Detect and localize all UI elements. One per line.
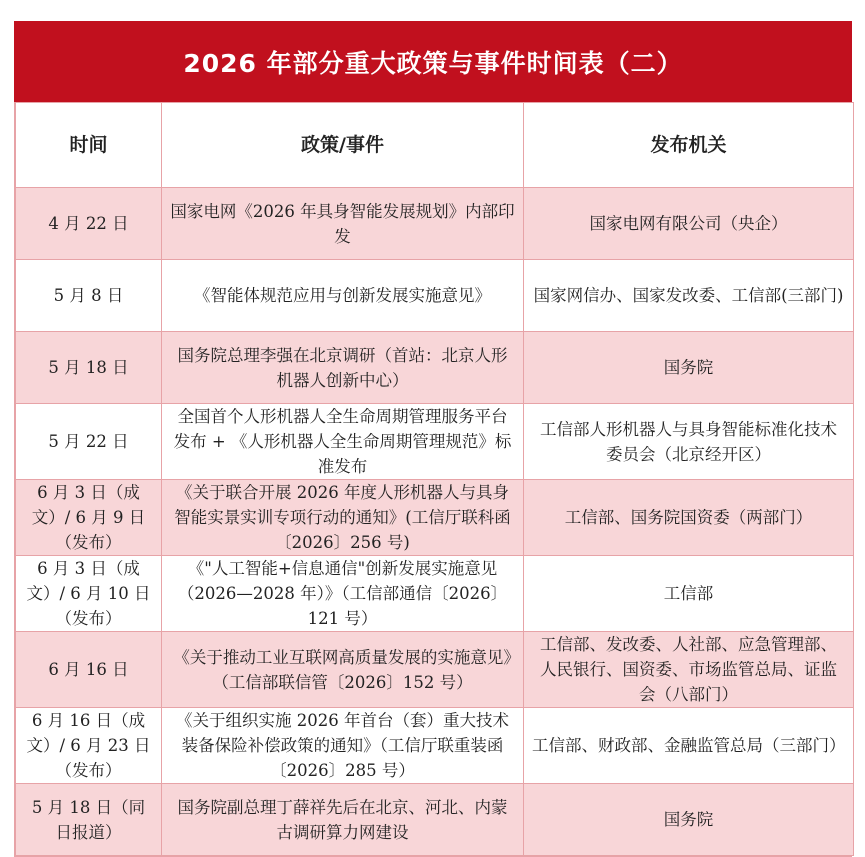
cell-date: 6 月 16 日: [16, 632, 162, 708]
cell-date: 6 月 3 日（成文）/ 6 月 10 日（发布）: [16, 556, 162, 632]
cell-date: 6 月 3 日（成文）/ 6 月 9 日（发布）: [16, 480, 162, 556]
timeline-table: [15, 102, 854, 856]
table-row: [16, 632, 854, 708]
cell-issuer: 工信部、发改委、人社部、应急管理部、人民银行、国资委、市场监管总局、证监会（八部门）: [524, 632, 854, 708]
header-event: 政策/事件: [162, 103, 524, 188]
cell-issuer: 国家电网有限公司（央企）: [524, 188, 854, 260]
cell-event: 《关于组织实施 2026 年首台（套）重大技术装备保险补偿政策的通知》（工信厅联重装函〔2026〕285 号）: [162, 708, 524, 784]
cell-event: 《"人工智能+信息通信"创新发展实施意见（2026—2028 年）》（工信部通信〔2026〕121 号）: [162, 556, 524, 632]
table-row: [16, 404, 854, 480]
header-row: [16, 103, 854, 188]
table-row: [16, 708, 854, 784]
cell-event: 国家电网《2026 年具身智能发展规划》内部印发: [162, 188, 524, 260]
cell-date: 5 月 18 日: [16, 332, 162, 404]
cell-date: 5 月 22 日: [16, 404, 162, 480]
cell-event: 《智能体规范应用与创新发展实施意见》: [162, 260, 524, 332]
cell-event: 《关于联合开展 2026 年度人形机器人与具身智能实景实训专项行动的通知》(工信厅联科函〔2026〕256 号): [162, 480, 524, 556]
cell-event: 国务院副总理丁薛祥先后在北京、河北、内蒙古调研算力网建设: [162, 784, 524, 856]
cell-event: 《关于推动工业互联网高质量发展的实施意见》（工信部联信管〔2026〕152 号）: [162, 632, 524, 708]
table-row: [16, 188, 854, 260]
cell-issuer: 国务院: [524, 332, 854, 404]
cell-date: 6 月 16 日（成文）/ 6 月 23 日（发布）: [16, 708, 162, 784]
table-row: [16, 784, 854, 856]
cell-issuer: 国家网信办、国家发改委、工信部(三部门): [524, 260, 854, 332]
cell-date: 5 月 18 日（同日报道）: [16, 784, 162, 856]
header-time: 时间: [16, 103, 162, 188]
cell-issuer: 工信部、财政部、金融监管总局（三部门）: [524, 708, 854, 784]
cell-issuer: 工信部人形机器人与具身智能标准化技术委员会（北京经开区）: [524, 404, 854, 480]
header-issuer: 发布机关: [524, 103, 854, 188]
table-row: [16, 332, 854, 404]
cell-issuer: 工信部、国务院国资委（两部门）: [524, 480, 854, 556]
table-row: [16, 556, 854, 632]
table-row: [16, 480, 854, 556]
timeline-document: [14, 21, 852, 857]
page-title: 2026 年部分重大政策与事件时间表（二）: [14, 21, 852, 102]
cell-issuer: 工信部: [524, 556, 854, 632]
table-row: [16, 260, 854, 332]
cell-date: 5 月 8 日: [16, 260, 162, 332]
cell-event: 全国首个人形机器人全生命周期管理服务平台发布 + 《人形机器人全生命周期管理规范》标准发布: [162, 404, 524, 480]
cell-date: 4 月 22 日: [16, 188, 162, 260]
cell-event: 国务院总理李强在北京调研（首站：北京人形机器人创新中心）: [162, 332, 524, 404]
cell-issuer: 国务院: [524, 784, 854, 856]
timeline-table-container: [14, 102, 852, 857]
